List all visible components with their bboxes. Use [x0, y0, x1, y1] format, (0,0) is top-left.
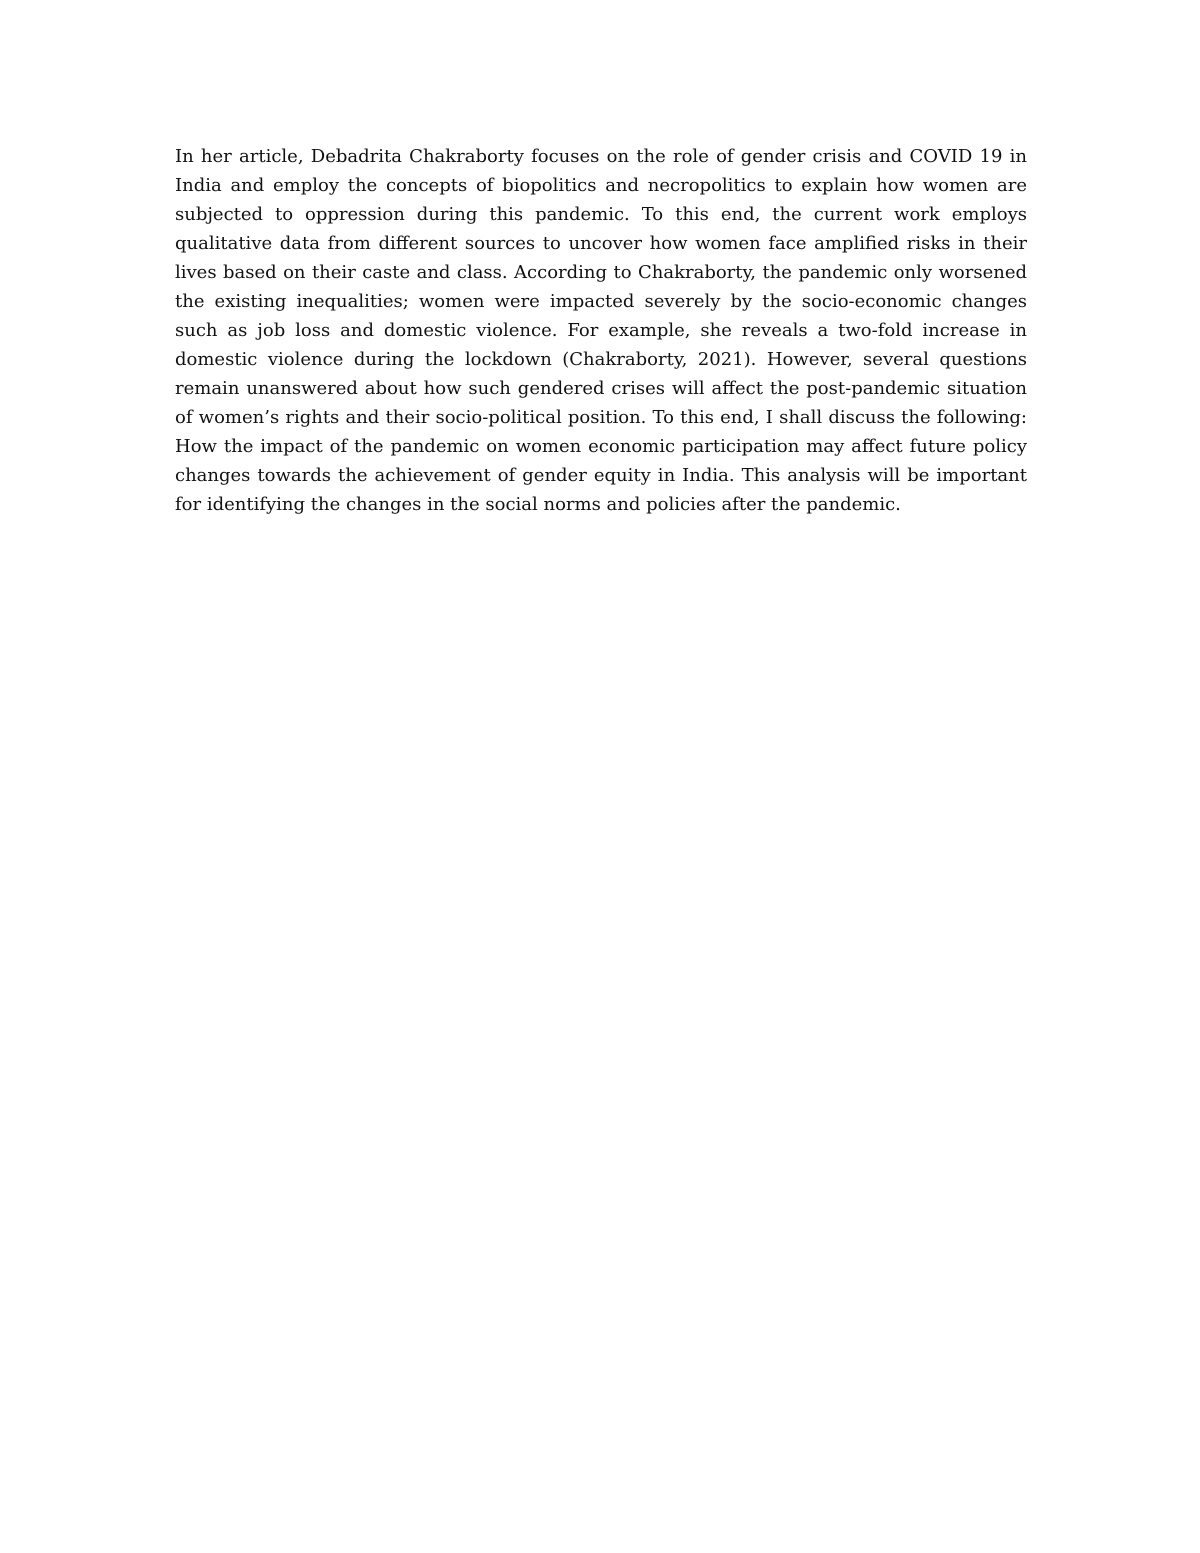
paragraph-line: How the impact of the pandemic on women economic participation may affect future policy [175, 436, 1027, 457]
paragraph-line: subjected to oppression during this pandemic. To this end, the current work employs [175, 204, 1027, 225]
paragraph-line: remain unanswered about how such gendered crises will affect the post-pandemic situation [175, 378, 1027, 399]
paragraph-line: such as job loss and domestic violence. For example, she reveals a two-fold increase in [175, 320, 1027, 341]
paragraph-line: lives based on their caste and class. According to Chakraborty, the pandemic only worsened [175, 262, 1027, 283]
body-paragraph [175, 142, 1027, 519]
paragraph-line: India and employ the concepts of biopolitics and necropolitics to explain how women are [175, 175, 1027, 196]
paragraph-line: changes towards the achievement of gender equity in India. This analysis will be important [175, 465, 1027, 486]
paragraph-line: In her article, Debadrita Chakraborty focuses on the role of gender crisis and COVID 19 in [175, 146, 1027, 167]
paragraph-line: qualitative data from different sources to uncover how women face amplified risks in their [175, 233, 1027, 254]
paragraph-line: for identifying the changes in the social norms and policies after the pandemic. [175, 494, 901, 515]
paragraph-line: domestic violence during the lockdown (Chakraborty, 2021). However, several questions [175, 349, 1027, 370]
paragraph-line: the existing inequalities; women were impacted severely by the socio-economic changes [175, 291, 1027, 312]
paragraph-line: of women’s rights and their socio-political position. To this end, I shall discuss the following: [175, 407, 1027, 428]
